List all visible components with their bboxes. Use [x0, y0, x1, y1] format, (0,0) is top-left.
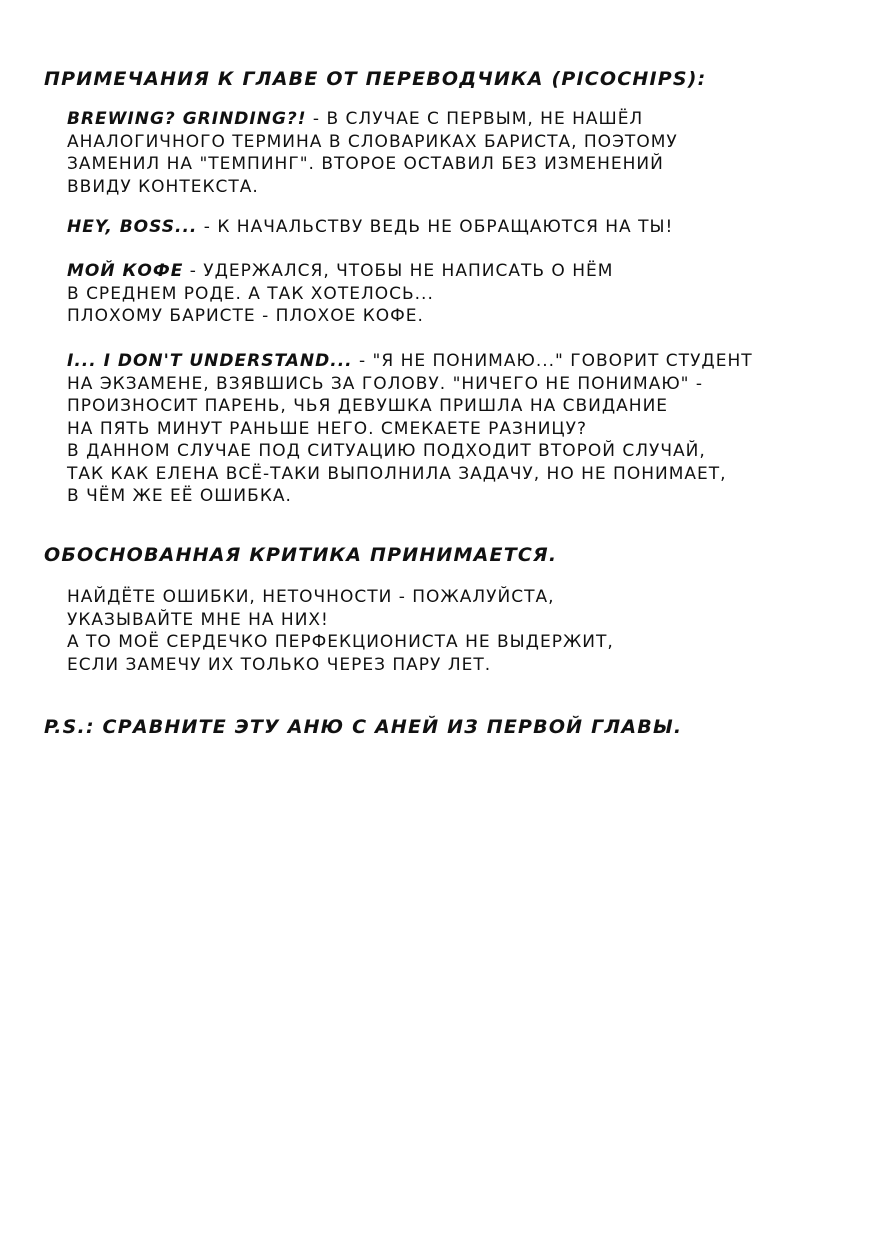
note-understand-line-4: НА ПЯТЬ МИНУТ РАНЬШЕ НЕГО. СМЕКАЕТЕ РАЗНИЦУ?	[67, 418, 588, 439]
critique-line-1: НАЙДЁТЕ ОШИБКИ, НЕТОЧНОСТИ - ПОЖАЛУЙСТА,	[67, 587, 555, 607]
ps-note: P.S.: СРАВНИТЕ ЭТУ АНЮ С АНЕЙ ИЗ ПЕРВОЙ ГЛАВЫ.	[44, 716, 683, 738]
note-brewing-line-2: АНАЛОГИЧНОГО ТЕРМИНА В СЛОВАРИКАХ БАРИСТА, ПОЭТОМУ	[67, 131, 678, 152]
note-coffee-line-3: ПЛОХОМУ БАРИСТЕ - ПЛОХОЕ КОФЕ.	[67, 306, 424, 326]
note-boss-text-1: - К НАЧАЛЬСТВУ ВЕДЬ НЕ ОБРАЩАЮТСЯ НА ТЫ!	[197, 217, 674, 237]
note-boss-term: HEY, BOSS...	[67, 217, 198, 237]
note-boss-line-1	[67, 216, 673, 239]
note-brewing-line-3: ЗАМЕНИЛ НА "ТЕМПИНГ". ВТОРОЕ ОСТАВИЛ БЕЗ ИЗМЕНЕНИЙ	[67, 154, 664, 174]
note-coffee-line-2: В СРЕДНЕМ РОДЕ. А ТАК ХОТЕЛОСЬ...	[67, 283, 434, 304]
note-brewing	[67, 108, 678, 198]
critique-line-2: УКАЗЫВАЙТЕ МНЕ НА НИХ!	[67, 609, 329, 630]
notes-heading: ПРИМЕЧАНИЯ К ГЛАВЕ ОТ ПЕРЕВОДЧИКА (PICOCHIPS):	[44, 68, 707, 90]
note-understand-line-5: В ДАННОМ СЛУЧАЕ ПОД СИТУАЦИЮ ПОДХОДИТ ВТОРОЙ СЛУЧАЙ,	[67, 441, 706, 461]
note-boss	[67, 216, 673, 239]
note-brewing-term: BREWING? GRINDING?!	[67, 109, 307, 129]
critique-line-3: А ТО МОЁ СЕРДЕЧКО ПЕРФЕКЦИОНИСТА НЕ ВЫДЕРЖИТ,	[67, 632, 614, 652]
note-coffee	[67, 260, 613, 328]
critique-heading: ОБОСНОВАННАЯ КРИТИКА ПРИНИМАЕТСЯ.	[44, 544, 558, 566]
critique-text	[67, 586, 614, 676]
note-understand-text-1: - "Я НЕ ПОНИМАЮ..." ГОВОРИТ СТУДЕНТ	[352, 351, 753, 371]
note-understand-line-3: ПРОИЗНОСИТ ПАРЕНЬ, ЧЬЯ ДЕВУШКА ПРИШЛА НА СВИДАНИЕ	[67, 396, 669, 416]
note-brewing-text-1: - В СЛУЧАЕ С ПЕРВЫМ, НЕ НАШЁЛ	[306, 109, 644, 129]
note-brewing-line-4: ВВИДУ КОНТЕКСТА.	[67, 176, 259, 197]
note-understand-term: I... I DON'T UNDERSTAND...	[67, 351, 353, 371]
note-brewing-line-1	[67, 108, 678, 131]
critique-line-4: ЕСЛИ ЗАМЕЧУ ИХ ТОЛЬКО ЧЕРЕЗ ПАРУ ЛЕТ.	[67, 654, 492, 675]
note-understand	[67, 350, 753, 508]
note-coffee-text-1: - УДЕРЖАЛСЯ, ЧТОБЫ НЕ НАПИСАТЬ О НЁМ	[183, 261, 614, 281]
note-understand-line-6: ТАК КАК ЕЛЕНА ВСЁ-ТАКИ ВЫПОЛНИЛА ЗАДАЧУ, НО НЕ ПОНИМАЕТ,	[67, 463, 727, 484]
note-understand-line-1	[67, 350, 753, 373]
note-coffee-line-1	[67, 260, 613, 283]
note-coffee-term: МОЙ КОФЕ	[67, 261, 184, 281]
note-understand-line-2: НА ЭКЗАМЕНЕ, ВЗЯВШИСЬ ЗА ГОЛОВУ. "НИЧЕГО НЕ ПОНИМАЮ" -	[67, 373, 704, 394]
note-understand-line-7: В ЧЁМ ЖЕ ЕЁ ОШИБКА.	[67, 486, 292, 506]
